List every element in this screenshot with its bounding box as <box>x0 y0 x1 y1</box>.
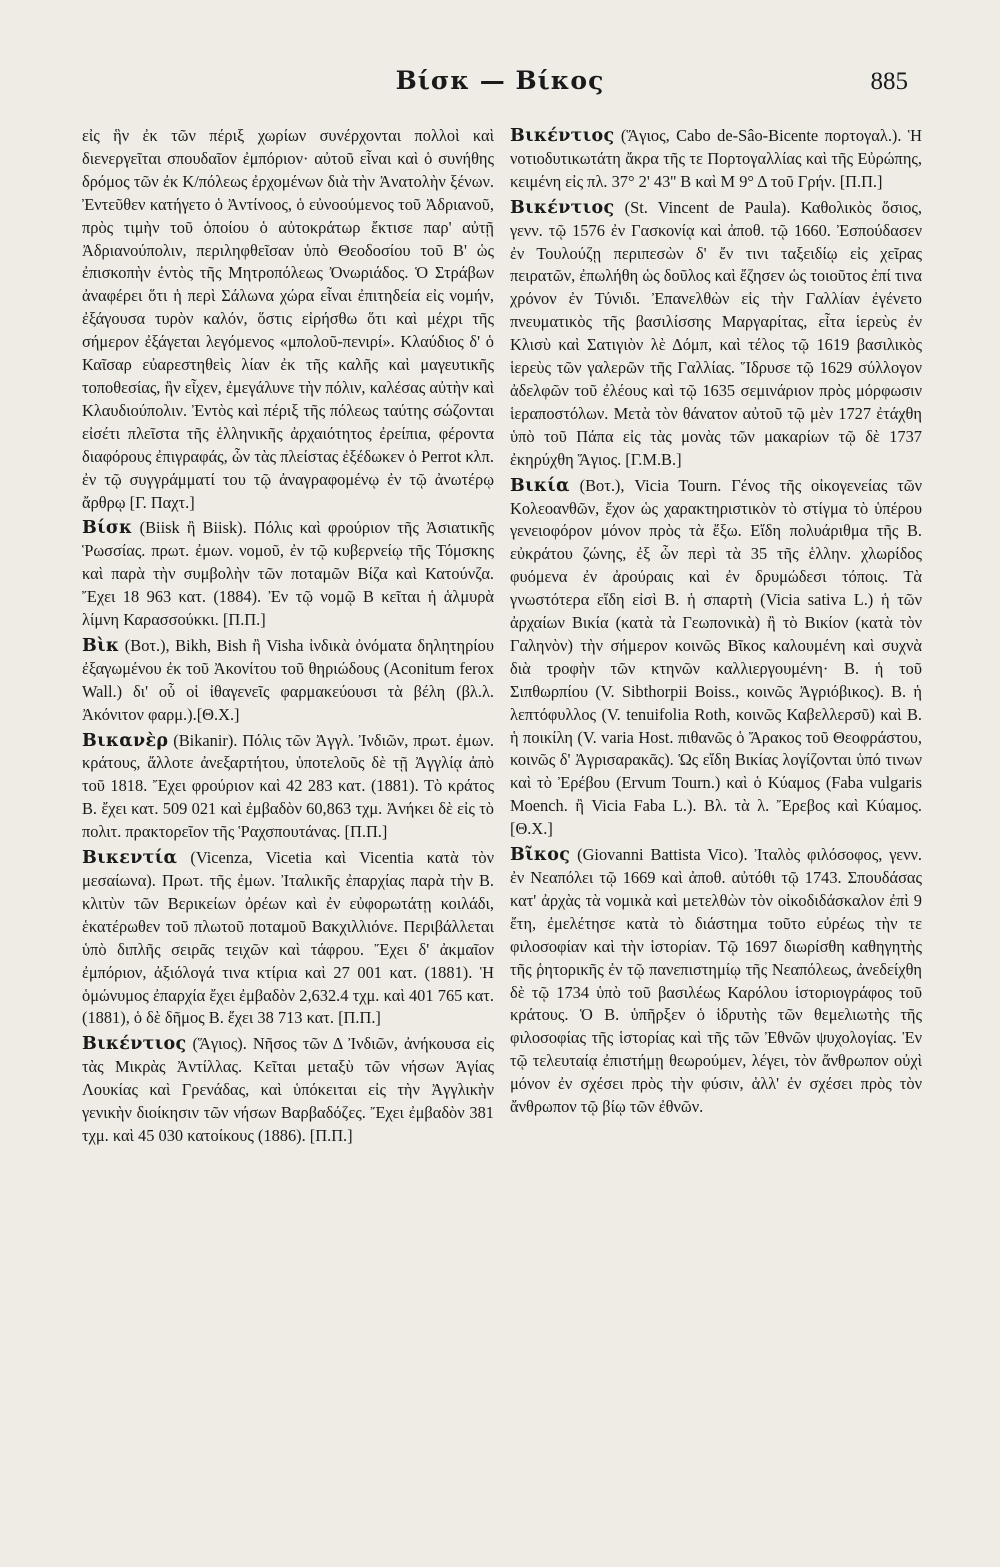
headword: Βικέντιος <box>82 1034 187 1055</box>
entry-vikentios-saint <box>510 197 922 472</box>
headword: Βικεντία <box>82 848 178 869</box>
headword: Βικία <box>510 475 570 496</box>
entry-text: εἰς ἣν ἐκ τῶν πέριξ χωρίων συνέρχονται πολλοὶ καὶ διενεργεῖται σπουδαῖον ἐμπόριον· αὐτοῦ εἶναι καὶ ὁ συνήθης δρόμος τῶν ἐκ Κ/πόλεως ἐρχομένων διὰ τὴν Ἀνατολὴν ξένων. Ἐντεῦθεν κατήγετο ὁ Ἀντίνοος, ὁ εὐνοούμενος τοῦ Ἀδριανοῦ, πρὸς τιμὴν τοῦ ὁποίου ὁ αὐτοκράτωρ ἔκτισε παρ' αὐτῇ Ἀδριανούπολιν, περιληφθεῖσαν ὑπὸ Θεοδοσίου τοῦ Β' ὡς ἐπισκοπὴν ἐντὸς τῆς Μητροπόλεως Ὀνωριάδος. Ὁ Στράβων ἀναφέρει ὅτι ἡ περὶ Σάλωνα χώρα εἶναι ἐπιτηδεία εἰς νομήν, ἐξάγουσα τυρὸν καλόν, ὅστις εἰρήσθω ὅτι καὶ μέχρι τῆς σήμερον ἐξάγεται λεγόμενος «μπολοῦ-πενιρί». Κλαύδιος δ' ὁ Καῖσαρ εὐαρεστηθεὶς λίαν ἐκ τῆς καλῆς καὶ μαγευτικῆς τοποθεσίας, ἣν εἶχεν, ἐμεγάλυνε τὴν πόλιν, καλέσας αὐτὴν καὶ Κλαυδιούπολιν. Ἐντὸς καὶ πέριξ τῆς πόλεως ταύτης σώζονται εἰσέτι πλεῖστα τῆς ἑλληνικῆς ἀρχαιότητος ἐρείπια, φέροντα διαφόρους ἐπιγραφάς, ὧν τὰς πλείστας ἐξέδωκεν ὁ Perrot κλπ. ἐν τῷ συγγράμματί του τῷ ἀναγραφομένῳ ἐν τῷ ἀνωτέρῳ ἄρθρῳ [Γ. Παχτ.] <box>82 126 494 512</box>
headword: Βὶκ <box>82 635 120 656</box>
entry-text: (Ἅγιος, Cabo de-Sâo-Bicente πορτογαλ.). Ἡ νοτιοδυτικωτάτη ἄκρα τῆς τε Πορτογαλλίας καὶ τῆς Εὐρώπης, κειμένη εἰς πλ. 37° 2' 43'' Β καὶ Μ 9° Δ τοῦ Γρήν. [Π.Π.] <box>510 126 922 191</box>
entry-vik <box>82 635 494 727</box>
entry-text: (St. Vincent de Paula). Καθολικὸς ὅσιος, γενν. τῷ 1576 ἐν Γασκονίᾳ καὶ ἀποθ. τῷ 1660. Ἐσπούδασεν ἐν Τουλούζῃ περιπεσὼν δ' ἔν τινι ταξειδίῳ εἰς χεῖρας πειρατῶν, ἐπωλήθη ὡς δοῦλος καὶ ἔζησεν ὡς τοιοῦτος ἐπί τινα χρόνον ἐν Τύνιδι. Ἐπανελθὼν εἰς τὴν Γαλλίαν ἐγένετο πνευματικὸς τῆς βασιλίσσης Μαργαρίτας, εἶτα ἱερεὺς ἐν Κλισὺ καὶ Σατιγιὸν λὲ Δόμπ, καὶ τέλος τῷ 1619 βασιλικὸς ἱερεὺς τῶν γαλερῶν τῆς Γαλλίας. Ἵδρυσε τῷ 1629 σύλλογον ἀδελφῶν τοῦ ἐλέους καὶ τῷ 1635 σεμινάριον πρὸς μόρφωσιν ἱεραποστόλων. Μετὰ τὸν θάνατον αὐτοῦ τῷ μὲν 1727 ἐτάχθη ὑπὸ τοῦ Πάπα εἰς τὰς μονὰς τῶν μακαρίων τῷ δὲ 1737 ἐκηρύχθη Ἅγιος. [Γ.Μ.Β.] <box>510 197 922 469</box>
headword: Βῖκος <box>510 845 571 866</box>
entry-text: (Giovanni Battista Vico). Ἰταλὸς φιλόσοφος, γενν. ἐν Νεαπόλει τῷ 1669 καὶ ἀποθ. αὐτόθι τῷ 1743. Σπουδάσας κατ' ἀρχὰς τὰ νομικὰ καὶ μετελθὼν τὸν οἰκοδιδάσκαλον ἐπὶ 9 ἔτη, ἐμελέτησε κατὰ τὸ διάστημα τοῦτο εὐρέως τὴν τε φιλοσοφίαν καὶ τὴν ἱστορίαν. Τῷ 1697 διωρίσθη καθηγητὴς τῆς ῥητορικῆς ἐν τῷ πανεπιστημίῳ τῆς Νεαπόλεως, ἀνεδείχθη δὲ τῷ 1734 ὑπὸ τοῦ βασιλέως Καρόλου ἱστοριογράφος τοῦ κράτους. Ὁ Β. ὑπῆρξεν ὁ ἱδρυτὴς τῶν θεμελιωτὴς τῆς φιλοσοφίας τῆς ἱστορίας καὶ τῆς τῶν Ἐθνῶν ψυχολογίας. Ἐν τῷ τελευταίᾳ ἐπιστήμῃ θεωρούμεν, λέγει, τὸν ἄνθρωπον οὐχὶ μόνον ἐν σχέσει πρὸς τὴν φύσιν, ἀλλ' ἐν σχέσει πρὸς τὸν ἄνθρωπον τῷ βίῳ τῶν ἐθνῶν. <box>510 845 922 1117</box>
right-column <box>510 125 922 1122</box>
page-number: 885 <box>870 68 908 95</box>
headword: Βίσκ <box>82 518 133 539</box>
entry-vikos <box>510 844 922 1119</box>
entry-text: (Vicenza, Vicetia καὶ Vicentia κατὰ τὸν μεσαίωνα). Πρωτ. τῆς ἐμων. Ἰταλικῆς ἐπαρχίας παρὰ τὴν Β. κλιτὺν τῶν Βερικείων ὀρέων καὶ ἐν εὐφορωτάτῃ κοιλάδι, ἑκατέρωθεν τοῦ πλωτοῦ ποταμοῦ Βακχιλλιόνε. Περιβάλλεται ὑπὸ διπλῆς σειρᾶς τειχῶν καὶ τάφρου. Ἔχει δ' ἀκμαῖον ἐμπόριον, ἀξιόλογά τινα κτίρια καὶ 27 001 κατ. (1881). Ἡ ὁμώνυμος ἐπαρχία ἔχει ἐμβαδὸν 2,632.4 τχμ. καὶ 401 765 κατ. (1881), ὁ δὲ δῆμος Β. ἔχει 38 713 κατ. [Π.Π.] <box>82 848 494 1028</box>
page-header <box>0 62 1000 108</box>
entry-text: (Βοτ.), Bikh, Bish ἢ Visha ἰνδικὰ ὀνόματα δηλητηρίου ἐξαγωμένου ἐκ τοῦ Ἀκονίτου τοῦ θηριώδους (Aconitum ferox Wall.) δι' οὗ οἱ ἰθαγενεῖς φαρμακεύουσι τὰ βέλη (βλ.λ. Ἀκόνιτον φαρμ.).[Θ.Χ.] <box>82 635 494 724</box>
headword: Βικέντιος <box>510 126 615 146</box>
entry-text: (Biisk ἢ Biisk). Πόλις καὶ φρούριον τῆς Ἀσιατικῆς Ῥωσσίας. πρωτ. ἐμων. νομοῦ, ἐν τῷ κυβερνείῳ τῆς Τόμσκης καὶ παρὰ τὴν συμβολὴν τῶν ποταμῶν Βίζα καὶ Κατούνζα. Ἔχει 18 963 κατ. (1884). Ἐν τῷ νομῷ Β κεῖται ἡ ἁλμυρὰ λίμνη Καρασσούκκι. [Π.Π.] <box>82 518 494 630</box>
entry-text: (Βοτ.), Vicia Tourn. Γένος τῆς οἰκογενείας τῶν Κολεοανθῶν, ἔχον ὡς χαρακτηριστικὸν τὸ στίγμα τὸ ὑπέρου γενειοφόρον μόνον πρὸς τὰ ἔξω. Εἴδη πολυάριθμα τῆς Β. εὐκράτου ζώνης, ἐξ ὧν περὶ τὰ 35 τῆς ἑλλην. χλωρίδος φυόμενα ἐν ἀρούραις καὶ ἐν δρυμώδεσι τόποις. Τὰ γνωστότερα εἴδη εἰσὶ Β. ἡ σπαρτὴ (Vicia sativa L.) ἡ τῶν ἀρχαίων Βικία (κατὰ τὰ Γεωπονικὰ) ἢ τὸ Βικίον (κατὰ τὸν Γαληνὸν) τὴν σήμερον κοινῶς Βῖκος καλουμένη καὶ συχνὰ διὰ τροφὴν τῶν κτηνῶν καλλιεργουμένη· Β. ἡ τοῦ Σιπθωρπίου (V. Sibthorpii Boiss., κοινῶς Ἀγριόβικος). Β. ἡ λεπτόφυλλος (V. tenuifolia Roth, κοινῶς Καβελλερσῦ) καὶ Β. ἡ ποικίλη (V. varia Host. πιθανῶς ὁ Ἄρακος τοῦ Θεοφράστου, κοινῶς δ' Ἀγρισαρακᾶς). Ὡς εἴδη Βικίας λογίζονται ὑπό τινων καὶ τὸ Ἐρέβου (Ervum Tourn.) καὶ ὁ Κύαμος (Faba vulgaris Moench. ἢ Vicia Faba L.). Βλ. τὰ λ. Ἔρεβος καὶ Κύαμος. [Θ.Χ.] <box>510 475 922 839</box>
headword: Βικανὲρ <box>82 730 169 751</box>
entry-continuation <box>82 125 494 514</box>
entry-vikentios-island <box>82 1033 494 1148</box>
entry-vikentia <box>82 847 494 1030</box>
entry-visk <box>82 517 494 632</box>
entry-text: (Ἅγιος). Νῆσος τῶν Δ Ἰνδιῶν, ἀνήκουσα εἰς τὰς Μικρὰς Ἀντίλλας. Κεῖται μεταξὺ τῶν νήσων Ἁγίας Λουκίας καὶ Γρενάδας, καὶ ὑπόκειται εἰς τὴν Ἀγγλικὴν γενικὴν διοίκησιν τῶν νήσων Βαρβαδόζες. Ἔχει ἐμβαδὸν 381 τχμ. καὶ 45 030 κατοίκους (1886). [Π.Π.] <box>82 1034 494 1145</box>
entry-vikaner <box>82 730 494 845</box>
entry-text: (Bikanir). Πόλις τῶν Ἀγγλ. Ἰνδιῶν, πρωτ. ἐμων. κράτους, ἄλλοτε ἀνεξαρτήτου, ὑποτελοῦς δὲ τῇ Ἀγγλίᾳ ἀπὸ τοῦ 1818. Ἔχει φρούριον καὶ 42 283 κατ. (1881). Τὸ κράτος Β. ἔχει κατ. 509 021 καὶ ἐμβαδὸν 60,863 τχμ. Ἀνήκει δὲ εἰς τὸ πολιτ. πρακτορεῖον τῆς Ῥαχσπουτάνας. [Π.Π.] <box>82 730 494 842</box>
running-head: Βίσκ — Βίκος <box>395 66 605 95</box>
left-column <box>82 125 494 1151</box>
headword: Βικέντιος <box>510 197 615 218</box>
entry-vikentios-cape <box>510 125 922 194</box>
entry-vikia <box>510 475 922 842</box>
